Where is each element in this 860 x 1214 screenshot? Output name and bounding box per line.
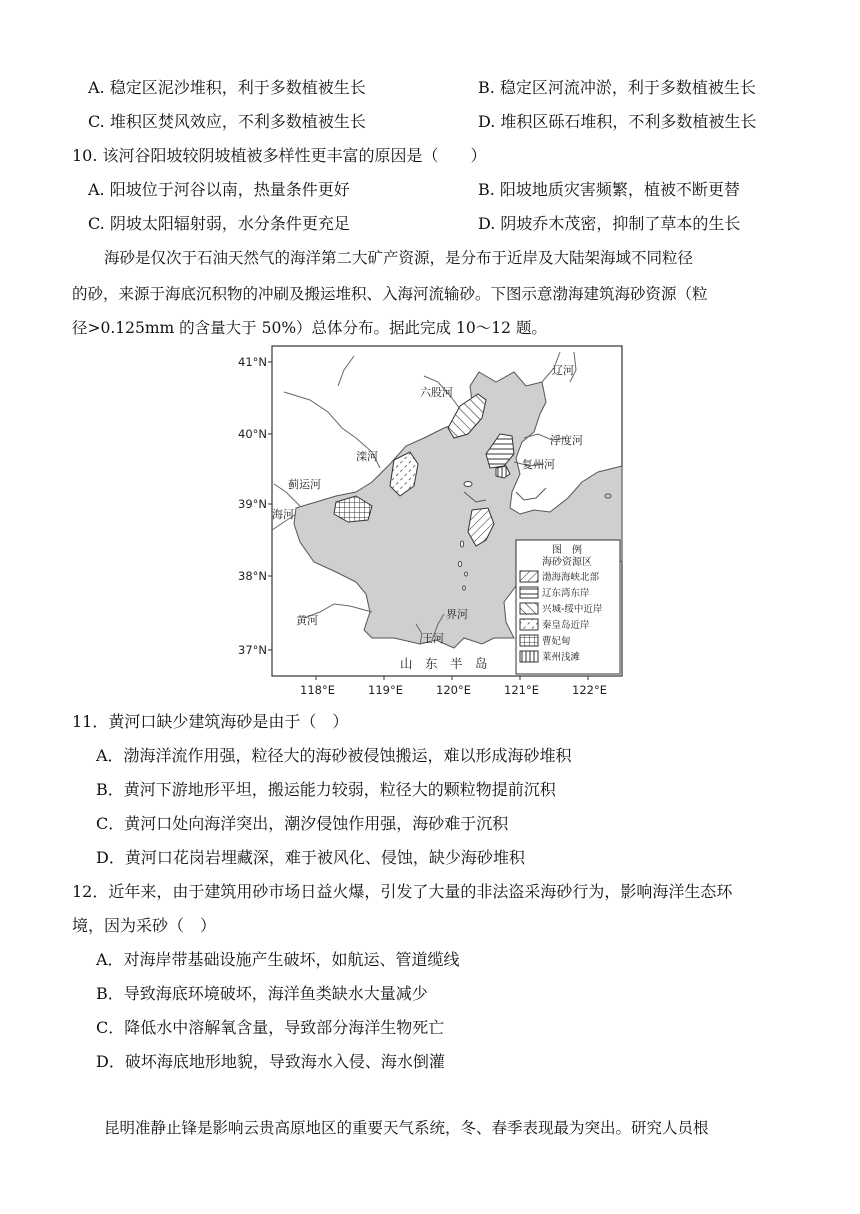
- q10-option-row-1: [88, 178, 788, 202]
- label-wanghe: 王河: [422, 632, 444, 645]
- legend-item-6: 莱州浅滩: [542, 652, 581, 663]
- lat-label-41: 41°N: [238, 355, 267, 369]
- passage1-line1: 海砂是仅次于石油天然气的海洋第二大矿产资源，是分布于近岸及大陆架海域不同粒径: [104, 249, 694, 267]
- label-fuduhe: 浮度河: [550, 434, 583, 447]
- q10-stem: 10. 该河谷阳坡较阴坡植被多样性更丰富的原因是（ ）: [72, 146, 487, 165]
- legend-item-4: 秦皇岛近岸: [542, 620, 590, 631]
- q9-option-a: A. 稳定区泥沙堆积，利于多数植被生长: [88, 78, 366, 97]
- lon-label-118: 118°E: [300, 683, 335, 697]
- q9-option-b: B. 稳定区河流冲淤，利于多数植被生长: [478, 78, 756, 97]
- q10-option-a: A. 阳坡位于河谷以南，热量条件更好: [88, 180, 350, 199]
- label-jiehe: 界河: [446, 608, 468, 621]
- label-fuzhouhe: 复州河: [522, 458, 555, 471]
- q9-option-row-1: [88, 76, 788, 100]
- q10-option-c: C. 阴坡太阳辐射弱，水分条件更充足: [88, 214, 350, 233]
- label-jiyunhe: 蓟运河: [288, 478, 321, 491]
- q12-option-c: C．降低水中溶解氧含量，导致部分海洋生物死亡: [96, 1018, 445, 1037]
- lon-label-122: 122°E: [572, 683, 607, 697]
- legend-item-2: 辽东湾东岸: [542, 588, 590, 599]
- legend-item-5: 曹妃甸: [542, 636, 571, 647]
- lon-label-121: 121°E: [504, 683, 539, 697]
- passage1-line3: 径>0.125mm 的含量大于 50%）总体分布。据此完成 10～12 题。: [72, 319, 547, 337]
- lon-label-119: 119°E: [368, 683, 403, 697]
- label-liuguhe: 六股河: [420, 386, 453, 399]
- q11-stem: 11．黄河口缺少建筑海砂是由于（ ）: [72, 712, 349, 731]
- q11-option-c: C．黄河口处向海洋突出，潮汐侵蚀作用强，海砂难于沉积: [96, 814, 509, 833]
- passage2-line1: 昆明准静止锋是影响云贵高原地区的重要天气系统，冬、春季表现最为突出。研究人员根: [104, 1119, 709, 1137]
- label-shandong-peninsula: 山 东 半 岛: [400, 656, 488, 671]
- passage1-line2: 的砂，来源于海底沉积物的冲刷及搬运堆积、入海河流输砂。下图示意渤海建筑海砂资源（粒: [72, 285, 708, 303]
- q11-option-a: A．渤海洋流作用强，粒径大的海砂被侵蚀搬运，难以形成海砂堆积: [96, 746, 572, 765]
- q9-option-row-2: [88, 110, 788, 134]
- legend-item-3: 兴城-绥中近岸: [542, 604, 603, 615]
- lat-label-39: 39°N: [238, 497, 267, 511]
- q9-option-d: D. 堆积区砾石堆积，不利多数植被生长: [478, 112, 757, 131]
- legend-subtitle: 海砂资源区: [542, 557, 592, 568]
- q12-option-d: D．破坏海底地形地貌，导致海水入侵、海水倒灌: [96, 1052, 445, 1071]
- q10-option-b: B. 阳坡地质灾害频繁，植被不断更替: [478, 180, 740, 199]
- lon-label-120: 120°E: [436, 683, 471, 697]
- q12-option-a: A．对海岸带基础设施产生破坏，如航运、管道缆线: [96, 950, 460, 969]
- legend-title: 图 例: [552, 545, 582, 556]
- lat-label-37: 37°N: [238, 643, 267, 657]
- bohai-sea-sand-map: [224, 342, 626, 700]
- q11-option-b: B．黄河下游地形平坦，搬运能力较弱，粒径大的颗粒物提前沉积: [96, 780, 556, 799]
- q12-option-b: B．导致海底环境破坏，海洋鱼类缺水大量减少: [96, 984, 428, 1003]
- q10-option-d: D. 阴坡乔木茂密，抑制了草本的生长: [478, 214, 741, 233]
- label-luanhe: 滦河: [356, 450, 378, 463]
- q9-option-c: C. 堆积区焚风效应，不利多数植被生长: [88, 112, 366, 131]
- lat-label-38: 38°N: [238, 569, 267, 583]
- lat-label-40: 40°N: [238, 427, 267, 441]
- label-liaohe: 辽河: [552, 364, 574, 377]
- label-haihe: 海河: [272, 508, 294, 521]
- q11-option-d: D．黄河口花岗岩埋藏深，难于被风化、侵蚀，缺少海砂堆积: [96, 848, 525, 867]
- q12-stem-line2: 境，因为采砂（ ）: [72, 916, 217, 935]
- q12-stem-line1: 12．近年来，由于建筑用砂市场日益火爆，引发了大量的非法盗采海砂行为，影响海洋生态环: [72, 882, 733, 901]
- legend-item-1: 渤海海峡北部: [542, 572, 600, 583]
- q10-option-row-2: [88, 212, 788, 236]
- label-huanghe: 黄河: [296, 614, 318, 627]
- map-legend: [516, 540, 620, 674]
